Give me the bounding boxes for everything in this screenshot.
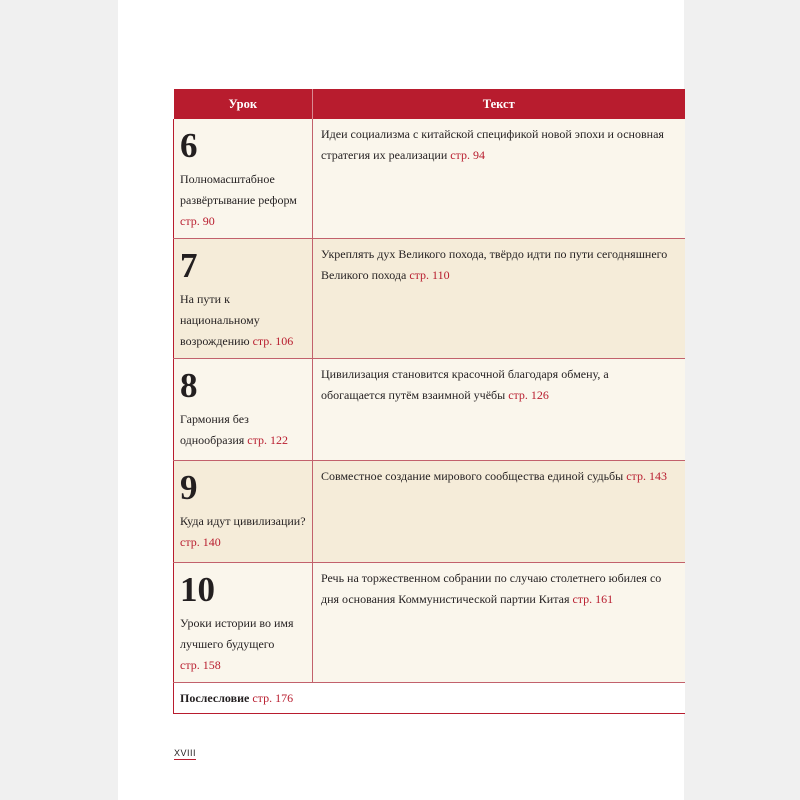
lesson-page-link[interactable]: стр. 158 [180,658,221,672]
afterword-label: Послесловие [180,690,250,705]
contents-table [173,89,685,714]
page-number: XVIII [174,748,197,758]
table-row [174,119,685,239]
text-cell [313,563,685,683]
table-row [174,239,685,359]
text-page-link[interactable]: стр. 161 [572,592,614,606]
lesson-title: Полномасштабное развёртывание реформ [180,172,297,207]
lesson-title: Уроки истории во имя лучшего будущего [180,616,294,651]
table-row [174,563,685,683]
table-header-row [174,89,685,119]
lesson-page-link[interactable]: стр. 106 [252,334,294,348]
lesson-number: 6 [180,126,198,165]
table-row [174,359,685,461]
text-cell [313,359,685,461]
text-title: Укреплять дух Великого похода, твёрдо идти по пути сегодняшнего Великого похода [321,247,668,282]
lesson-cell [174,359,313,461]
afterword-page-link[interactable]: стр. 176 [252,690,294,705]
lesson-number: 9 [180,468,198,507]
text-title: Цивилизация становится красочной благодаря обмену, а обогащается путём взаимной учёбы [321,367,609,402]
lesson-number: 10 [180,570,215,609]
lesson-cell [174,563,313,683]
lesson-title: Куда идут цивилизации? [180,514,306,528]
lesson-title: На пути к национальному возрождению [180,292,260,348]
text-cell [313,119,685,239]
lesson-page-link[interactable]: стр. 90 [180,214,215,228]
lesson-cell [174,239,313,359]
lesson-cell [174,461,313,563]
text-cell [313,461,685,563]
lesson-number: 7 [180,246,198,285]
text-title: Речь на торжественном собрании по случаю столетнего юбилея со дня основания Коммунистической партии Китая [321,571,662,606]
lesson-number: 8 [180,366,198,405]
text-page-link[interactable]: стр. 143 [626,469,667,483]
afterword-cell [174,683,685,714]
lesson-column-header: Урок [174,89,313,119]
text-page-link[interactable]: стр. 126 [508,388,549,402]
text-cell [313,239,685,359]
lesson-cell [174,119,313,239]
table-row [174,461,685,563]
afterword-row [174,683,685,714]
text-page-link[interactable]: стр. 110 [409,268,450,282]
lesson-page-link[interactable]: стр. 140 [180,535,221,549]
text-column-header: Текст [313,89,685,119]
text-title: Идеи социализма с китайской спецификой новой эпохи и основная стратегия их реализации [321,127,664,162]
lesson-title: Гармония без однообразия [180,412,249,447]
lesson-page-link[interactable]: стр. 122 [247,433,289,447]
text-title: Совместное создание мирового сообщества единой судьбы [321,469,624,483]
text-page-link[interactable]: стр. 94 [450,148,485,162]
